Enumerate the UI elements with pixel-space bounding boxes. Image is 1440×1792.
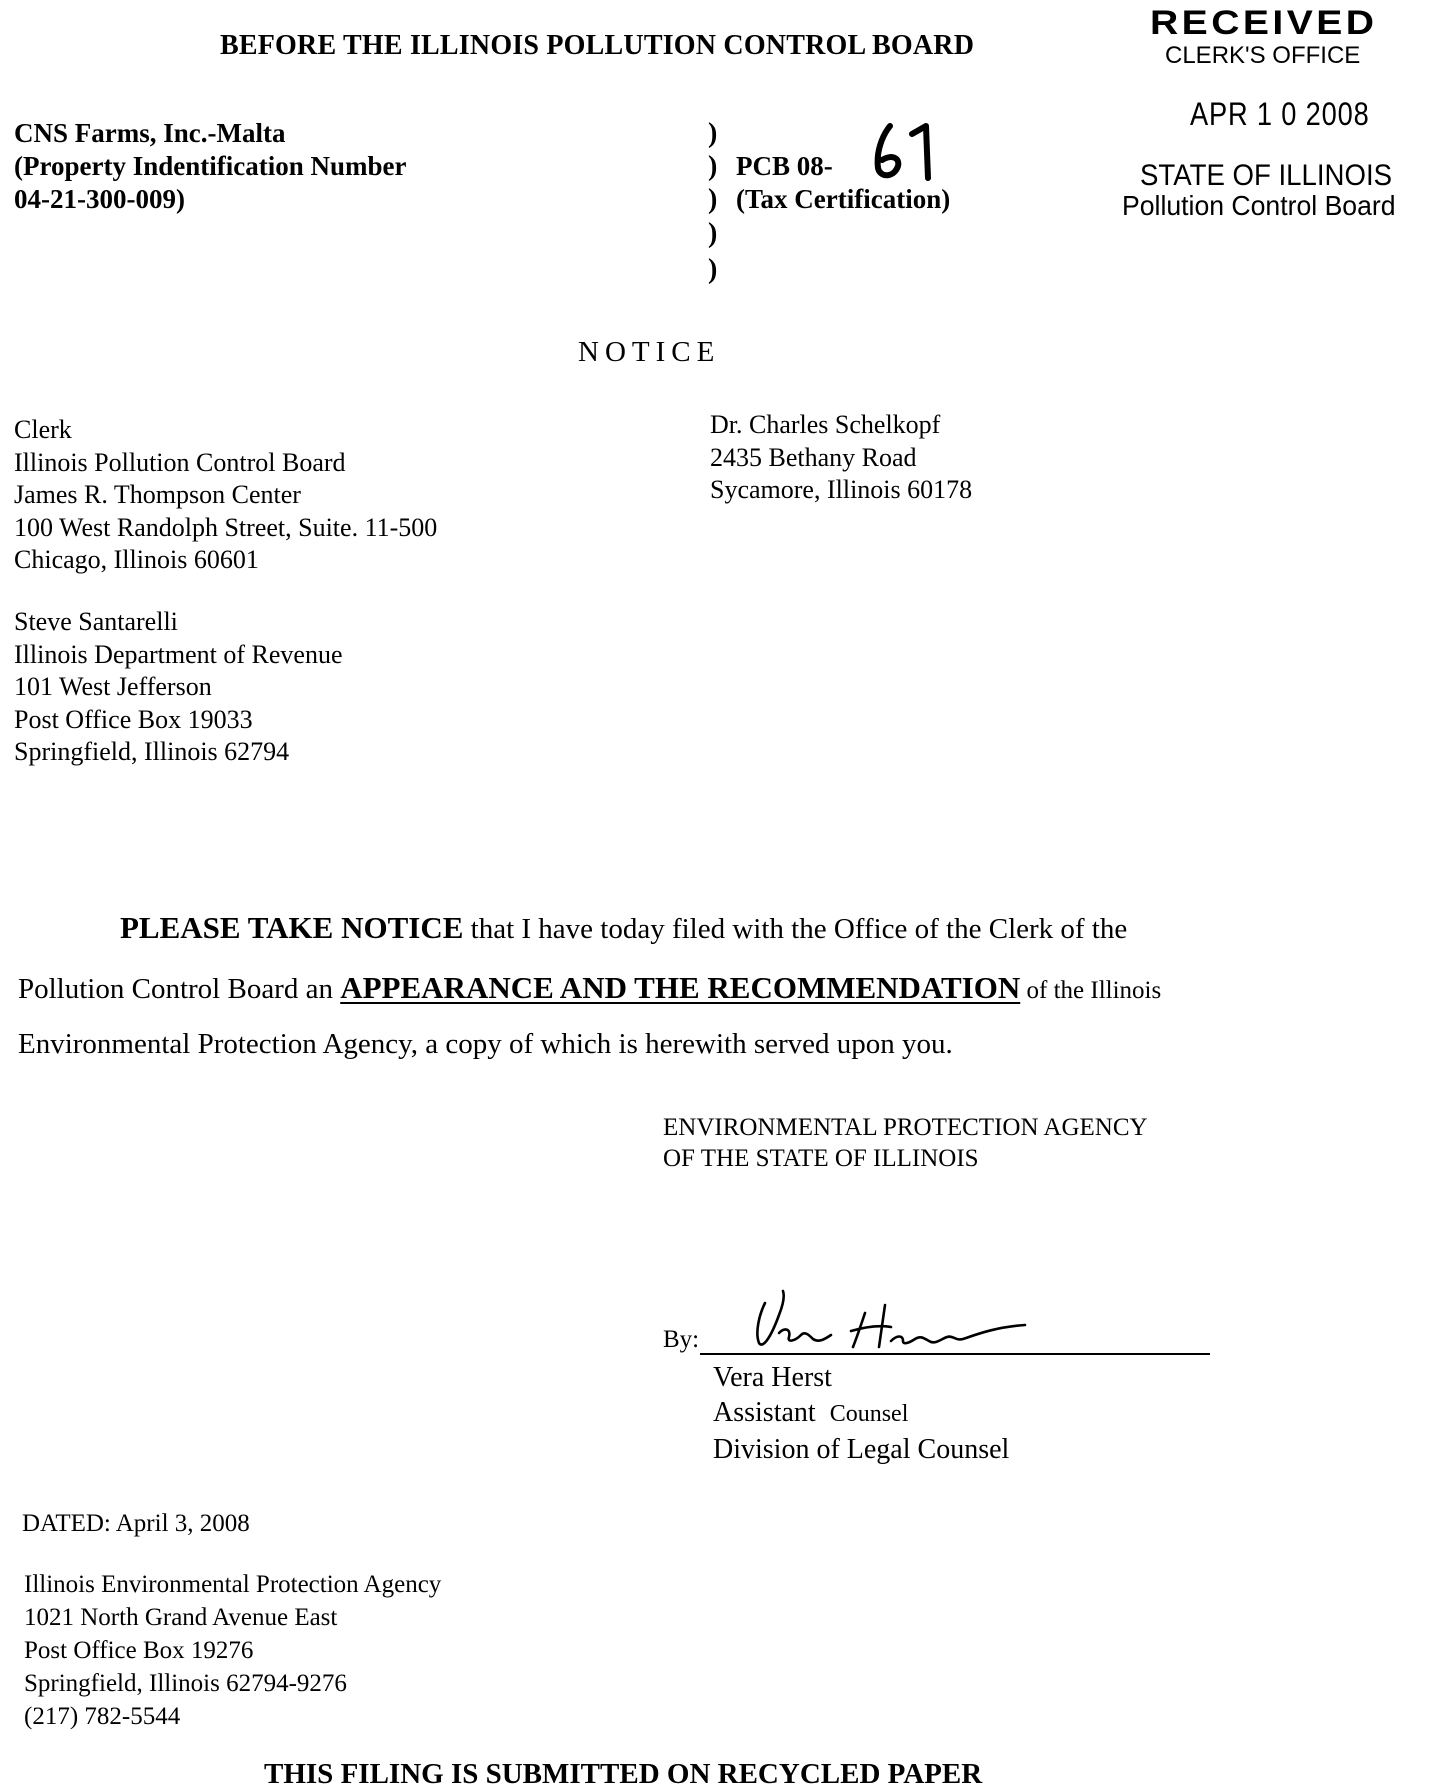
notice-text: that I have today filed with the Office of the Clerk of the bbox=[463, 913, 1128, 945]
agency-name bbox=[663, 1112, 1148, 1174]
recycled-paper-footer: THIS FILING IS SUBMITTED ON RECYCLED PAPER bbox=[264, 1758, 983, 1790]
address-line: Springfield, Illinois 62794 bbox=[14, 737, 290, 766]
caption-paren: ) bbox=[708, 118, 718, 149]
address-line: Steve Santarelli bbox=[14, 607, 178, 636]
agency-line: ENVIRONMENTAL PROTECTION AGENCY bbox=[663, 1114, 1148, 1141]
address-schelkopf bbox=[710, 409, 972, 507]
address-line: 101 West Jefferson bbox=[14, 672, 212, 701]
address-line: Illinois Pollution Control Board bbox=[14, 447, 346, 477]
address-line: 1021 North Grand Avenue East bbox=[24, 1604, 338, 1631]
agency-line: OF THE STATE OF ILLINOIS bbox=[663, 1145, 979, 1172]
address-line: Post Office Box 19276 bbox=[24, 1637, 254, 1664]
stamp-board: Pollution Control Board bbox=[1122, 190, 1396, 221]
tax-certification-label: (Tax Certification) bbox=[736, 184, 951, 214]
by-label: By: bbox=[663, 1326, 700, 1353]
signature-text: Vera Herst bbox=[735, 1285, 740, 1286]
page-title: BEFORE THE ILLINOIS POLLUTION CONTROL BOARD bbox=[220, 30, 975, 61]
address-santarelli bbox=[14, 606, 343, 769]
signer-title-main: Assistant bbox=[713, 1397, 816, 1428]
address-line: James R. Thompson Center bbox=[14, 480, 301, 509]
caption-paren: ) bbox=[708, 254, 718, 285]
signer-division: Division of Legal Counsel bbox=[713, 1434, 1010, 1465]
caption-pin-label: (Property Indentification Number bbox=[14, 151, 407, 181]
notice-paragraph-line-2 bbox=[18, 970, 1161, 1006]
appearance-recommendation: APPEARANCE AND THE RECOMMENDATION bbox=[340, 970, 1021, 1005]
dated-line: DATED: April 3, 2008 bbox=[22, 1510, 250, 1537]
notice-paragraph-line-1 bbox=[120, 910, 1127, 946]
address-line: Post Office Box 19033 bbox=[14, 704, 253, 734]
address-iepa bbox=[24, 1568, 441, 1733]
notice-text: of the Illinois bbox=[1020, 977, 1162, 1004]
signer-title-small: Counsel bbox=[829, 1401, 909, 1427]
caption-pin-number: 04-21-300-009) bbox=[14, 184, 185, 214]
stamp-received: RECEIVED bbox=[1150, 4, 1378, 42]
address-line: 100 West Randolph Street, Suite. 11-500 bbox=[14, 512, 438, 542]
stamp-clerks-office: CLERK'S OFFICE bbox=[1165, 42, 1361, 69]
address-clerk bbox=[14, 414, 437, 577]
address-line: Illinois Department of Revenue bbox=[14, 639, 343, 669]
handwritten-signature bbox=[735, 1285, 1065, 1360]
please-take-notice: PLEASE TAKE NOTICE bbox=[120, 910, 464, 945]
received-stamp bbox=[1100, 4, 1440, 234]
notice-paragraph-line-3: Environmental Protection Agency, a copy of which is herewith served upon you. bbox=[18, 1028, 953, 1060]
handwritten-case-number bbox=[868, 120, 948, 182]
notice-title: NOTICE bbox=[578, 336, 721, 368]
address-line: Sycamore, Illinois 60178 bbox=[710, 475, 973, 504]
caption-party: CNS Farms, Inc.-Malta bbox=[14, 118, 286, 148]
stamp-state: STATE OF ILLINOIS bbox=[1140, 159, 1393, 192]
case-number-label: PCB 08- bbox=[736, 151, 833, 181]
signer-title bbox=[713, 1395, 1009, 1432]
address-line: Chicago, Illinois 60601 bbox=[14, 545, 259, 574]
signature-line bbox=[700, 1353, 1210, 1355]
address-line: (217) 782-5544 bbox=[24, 1703, 181, 1730]
caption-paren: ) bbox=[708, 151, 718, 182]
signer-name: Vera Herst bbox=[713, 1362, 832, 1393]
address-line: Springfield, Illinois 62794-9276 bbox=[24, 1670, 347, 1697]
address-line: Illinois Environmental Protection Agency bbox=[24, 1571, 442, 1598]
address-line: 2435 Bethany Road bbox=[710, 442, 917, 472]
notice-text: Pollution Control Board an bbox=[18, 973, 341, 1005]
caption-paren: ) bbox=[708, 184, 718, 215]
caption-paren: ) bbox=[708, 218, 718, 249]
address-line: Clerk bbox=[14, 415, 72, 444]
address-line: Dr. Charles Schelkopf bbox=[710, 410, 941, 439]
stamp-date: APR 1 0 2008 bbox=[1190, 96, 1370, 132]
signer-block bbox=[713, 1360, 1009, 1467]
